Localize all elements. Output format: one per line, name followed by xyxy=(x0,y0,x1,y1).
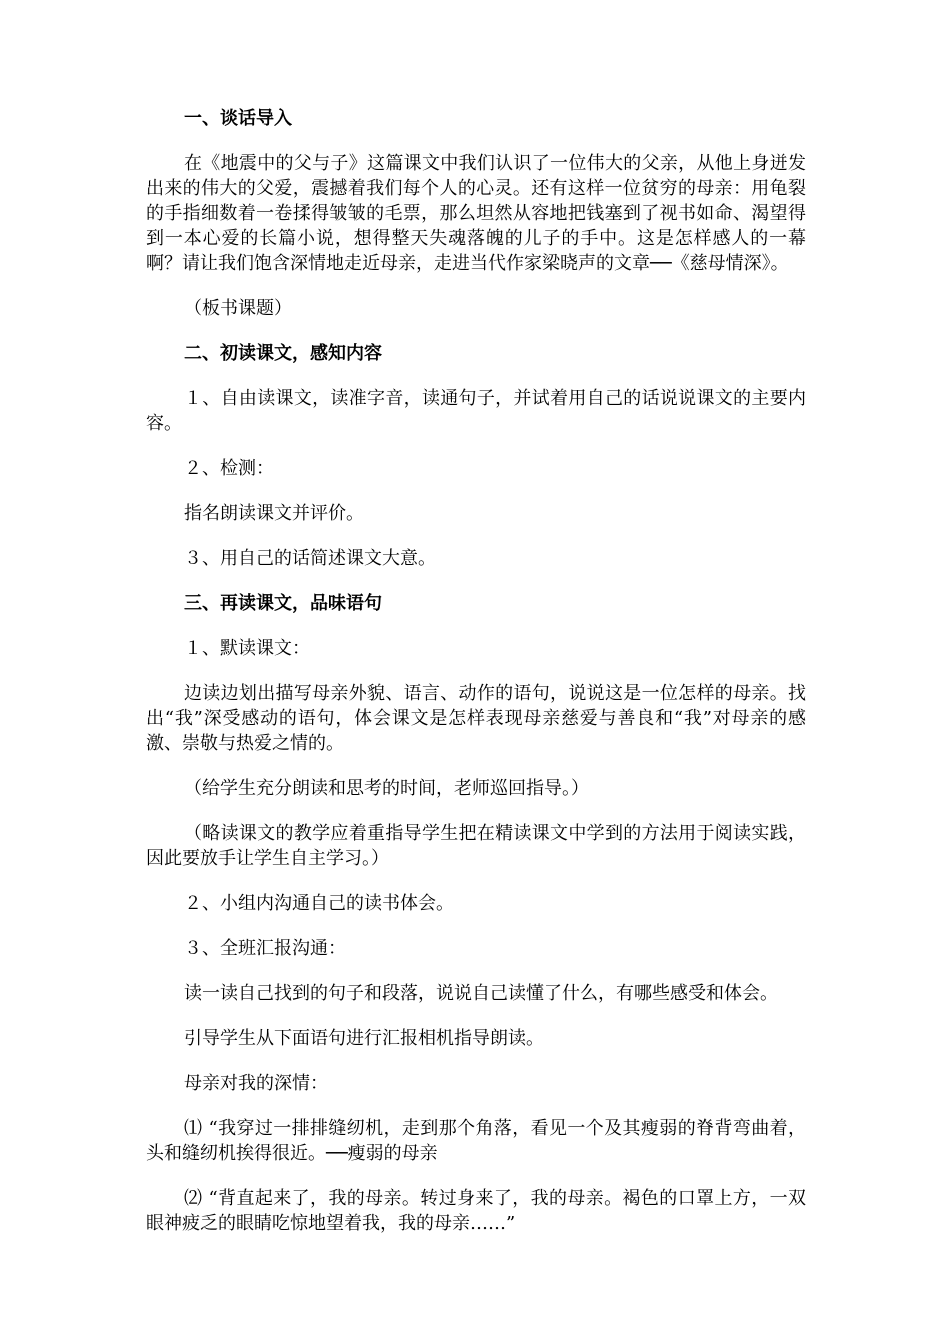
section-heading-3: 三、再读课文，品味语句 xyxy=(184,593,382,614)
body-paragraph: 读一读自己找到的句子和段落，说说自己读懂了什么，有哪些感受和体会。 xyxy=(184,983,778,1004)
step-paragraph: ３、用自己的话简述课文大意。 xyxy=(184,548,436,569)
step-paragraph: ２、小组内沟通自己的读书体会。 xyxy=(184,893,454,914)
step-paragraph: １、自由读课文，读准字音，读通句子，并试着用自己的话说说课文的主要内容。 xyxy=(146,388,806,434)
intro-paragraph: 在《地震中的父与子》这篇课文中我们认识了一位伟大的父亲，从他上身迸发出来的伟大的父爱，震撼着我们每个人的心灵。还有这样一位贫穷的母亲：用龟裂的手指细数着一卷揉得皱皱的毛票，那么坦然从容地把钱塞到了视书如命、渴望得到一本心爱的长篇小说，想得整天失魂落魄的儿子的手中。这是怎样感人的一幕啊？请让我们饱含深情地走近母亲，走进当代作家梁晓声的文章──《慈母情深》。 xyxy=(146,153,806,274)
step-paragraph: ２、检测： xyxy=(184,458,274,479)
body-paragraph: 引导学生从下面语句进行汇报相机指导朗读。 xyxy=(184,1028,544,1049)
section-heading-1: 一、谈话导入 xyxy=(184,108,292,129)
body-paragraph: 指名朗读课文并评价。 xyxy=(184,503,364,524)
document-page xyxy=(146,106,806,1256)
blackboard-note: （板书课题） xyxy=(184,298,292,319)
body-paragraph: 母亲对我的深情： xyxy=(184,1073,328,1094)
teacher-note: （略读课文的教学应着重指导学生把在精读课文中学到的方法用于阅读实践，因此要放手让学生自主学习。） xyxy=(146,823,806,869)
teacher-note: （给学生充分朗读和思考的时间，老师巡回指导。） xyxy=(184,778,589,799)
step-paragraph: １、默读课文： xyxy=(184,638,310,659)
section-heading-2: 二、初读课文，感知内容 xyxy=(184,343,382,364)
body-paragraph: 边读边划出描写母亲外貌、语言、动作的语句，说说这是一位怎样的母亲。找出“我”深受感动的语句，体会课文是怎样表现母亲慈爱与善良和“我”对母亲的感激、崇敬与热爱之情的。 xyxy=(146,683,806,754)
step-paragraph: ３、全班汇报沟通： xyxy=(184,938,346,959)
quote-paragraph: ⑴ “我穿过一排排缝纫机，走到那个角落，看见一个及其瘦弱的脊背弯曲着，头和缝纫机挨得很近。──瘦弱的母亲 xyxy=(146,1118,806,1164)
quote-paragraph: ⑵ “背直起来了，我的母亲。转过身来了，我的母亲。褐色的口罩上方，一双眼神疲乏的眼睛吃惊地望着我，我的母亲……” xyxy=(146,1188,806,1234)
